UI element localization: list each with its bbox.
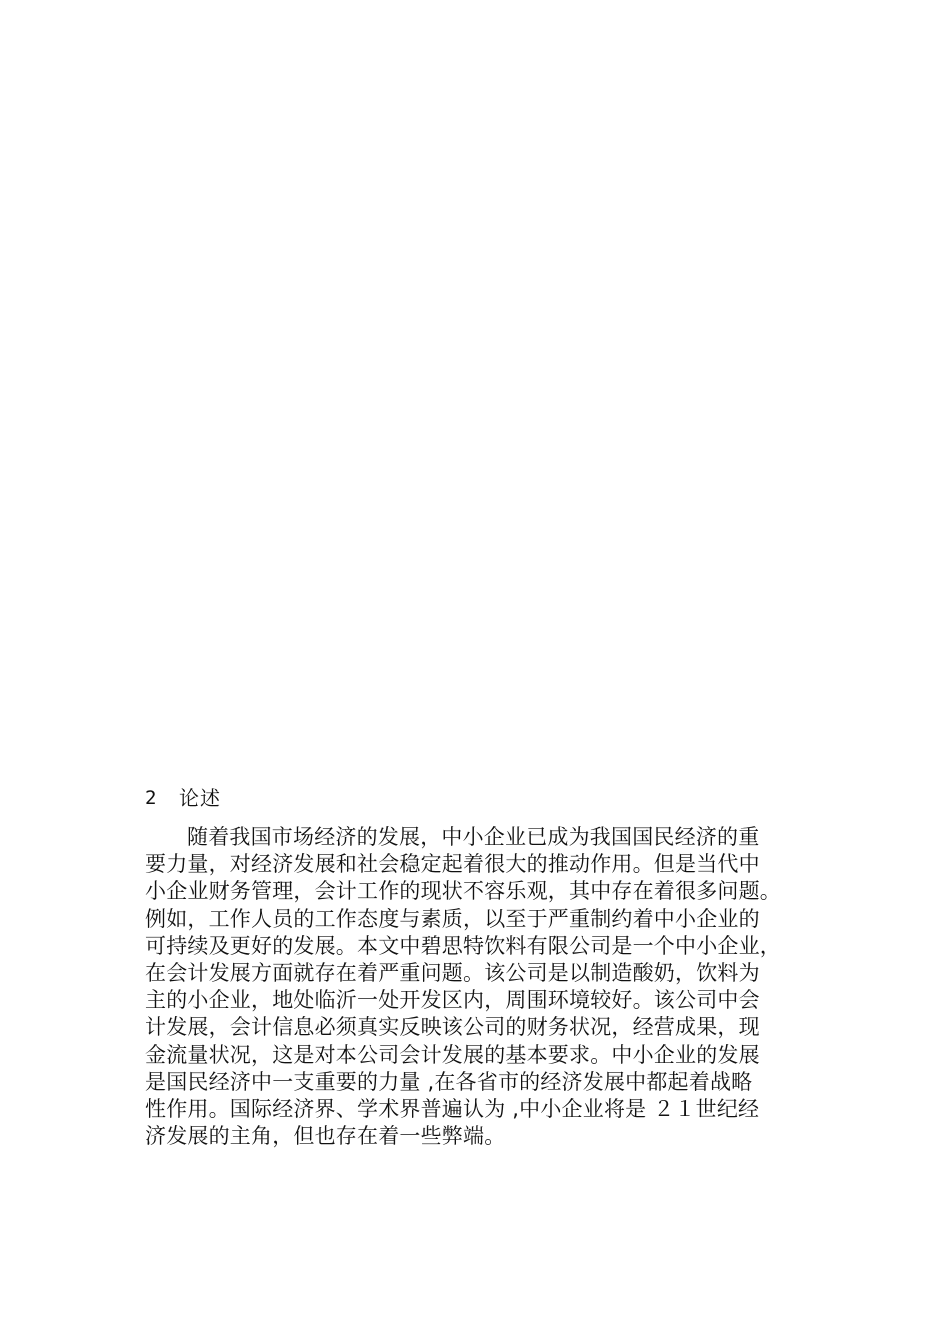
- paragraph-line: 可持续及更好的发展。本文中碧思特饮料有限公司是一个中小企业，: [145, 933, 781, 958]
- paragraph-line: 性作用。国际经济界、学术界普遍认为 ,中小企业将是 ２１世纪经: [145, 1096, 760, 1121]
- section-number: 2: [145, 787, 157, 809]
- paragraph-line: 金流量状况，这是对本公司会计发展的基本要求。中小企业的发展: [145, 1042, 760, 1067]
- section-title: 论述: [179, 786, 221, 810]
- paragraph-line: 小企业财务管理，会计工作的现状不容乐观，其中存在着很多问题。: [145, 879, 781, 904]
- paragraph-line: 计发展，会计信息必须真实反映该公司的财务状况，经营成果，现: [145, 1015, 760, 1040]
- paragraph-line: 在会计发展方面就存在着严重问题。该公司是以制造酸奶，饮料为: [145, 960, 760, 985]
- paragraph-line: 是国民经济中一支重要的力量 ,在各省市的经济发展中都起着战略: [145, 1069, 753, 1094]
- paragraph-line: 济发展的主角，但也存在着一些弊端。: [145, 1124, 506, 1149]
- section-discussion: [145, 784, 810, 1150]
- paragraph-line: 例如，工作人员的工作态度与素质，以至于严重制约着中小企业的: [145, 906, 760, 931]
- paragraph-line: 主的小企业，地处临沂一处开发区内，周围环境较好。该公司中会: [145, 988, 760, 1013]
- body-paragraph: [145, 824, 810, 1150]
- section-heading: [145, 784, 810, 812]
- paragraph-line: 随着我国市场经济的发展，中小企业已成为我国国民经济的重: [187, 825, 760, 849]
- paragraph-line: 要力量，对经济发展和社会稳定起着很大的推动作用。但是当代中: [145, 852, 760, 877]
